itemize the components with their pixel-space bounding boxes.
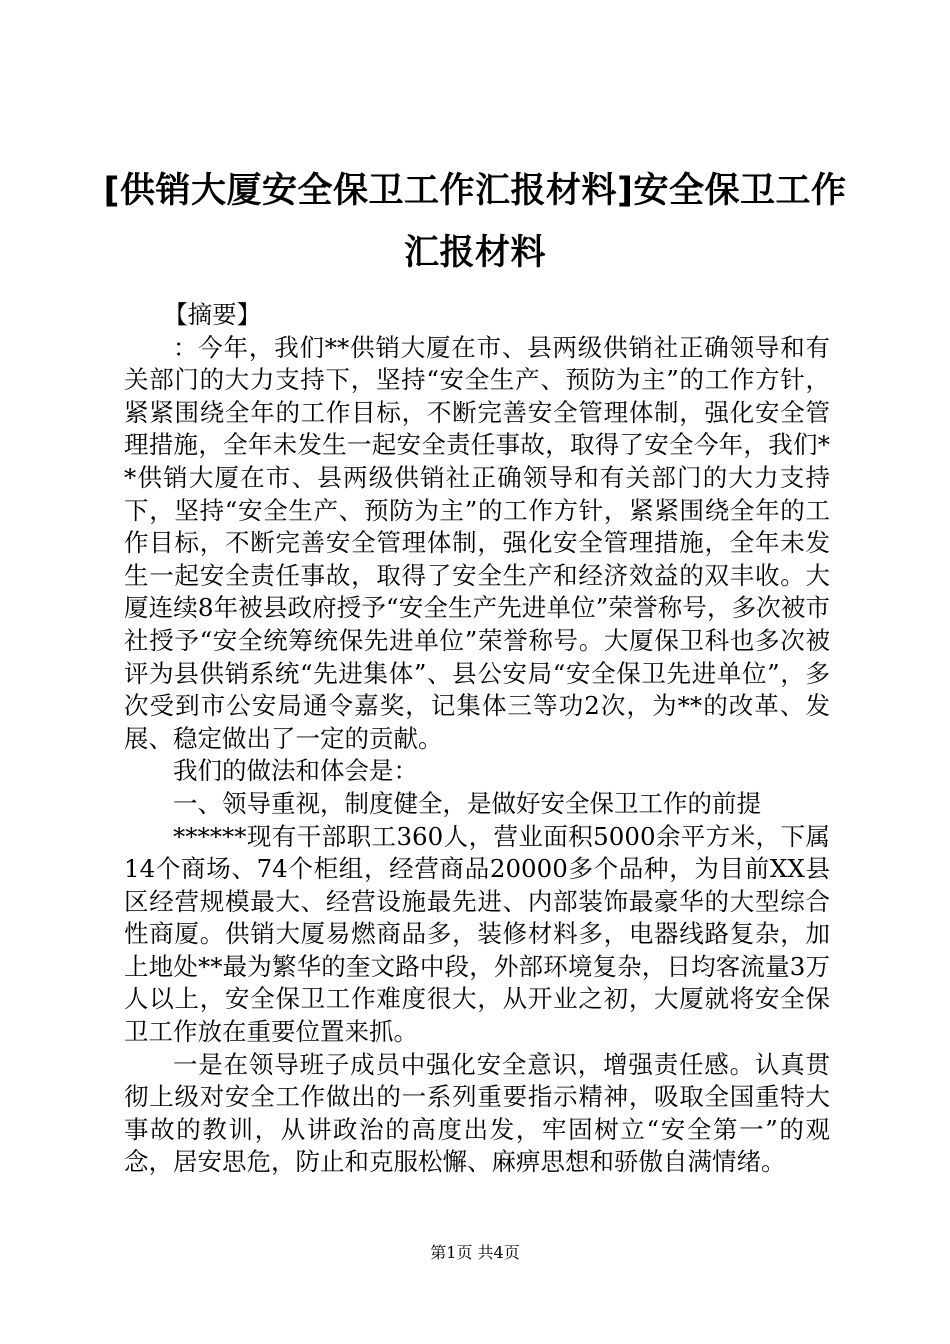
document-title: [供销大厦安全保卫工作汇报材料]安全保卫工作汇报材料 [103, 171, 847, 273]
page-footer: 第1页 共4页 [430, 1243, 520, 1262]
section-heading-1: 一、领导重视，制度健全，是做好安全保卫工作的前提 [173, 788, 761, 818]
paragraph-abstract-text: ：今年，我们**供销大厦在市、县两级供销社正确领导和有关部门的大力支持下，坚持“安全生产、预防为主”的工作方针，紧紧围绕全年的工作目标，不断完善安全管理体制，强化安全管理措施，全年未发生一起安全责任事故，取得了安全今年，我们**供销大厦在市、县两级供销社正确领导和有关部门的大力支持下，坚持“安全生产、预防为主”的工作方针，紧紧围绕全年的工作目标，不断完善安全管理体制，强化安全管理措施，全年未发生一起安全责任事故，取得了安全生产和经济效益的双丰收。大厦连续8年被县政府授予“安全生产先进单位”荣誉称号，多次被市社授予“安全统筹统保先进单位”荣誉称号。大厦保卫科也多次被评为县供销系统“先进集体”、县公安局“安全保卫先进单位”，多次受到市公安局通令嘉奖，记集体三等功2次，为**的改革、发展、稳定做出了一定的贡献。 [124, 332, 830, 753]
paragraph-point-1: 一是在领导班子成员中强化安全意识，增强责任感。认真贯彻上级对安全工作做出的一系列重要指示精神，吸取全国重特大事故的教训，从讲政治的高度出发，牢固树立“安全第一”的观念，居安思危，防止和克服松懈、麻痹思想和骄傲自满情绪。 [124, 1049, 830, 1177]
abstract-label: 【摘要】 [163, 300, 262, 329]
paragraph-intro: 我们的做法和体会是： [173, 756, 418, 786]
paragraph-overview: ******现有干部职工360人，营业面积5000余平方米，下属14个商场、74个柜组，经营商品20000多个品种，为目前XX县区经营规模最大、经营设施最先进、内部装饰最豪华的大型综合性商厦。供销大厦易燃商品多，装修材料多，电器线路复杂，加上地处**最为繁华的奎文路中段，外部环境复杂，日均客流量3万人以上，安全保卫工作难度很大，从开业之初，大厦就将安全保卫工作放在重要位置来抓。 [124, 821, 830, 1047]
document-body [124, 299, 830, 1179]
